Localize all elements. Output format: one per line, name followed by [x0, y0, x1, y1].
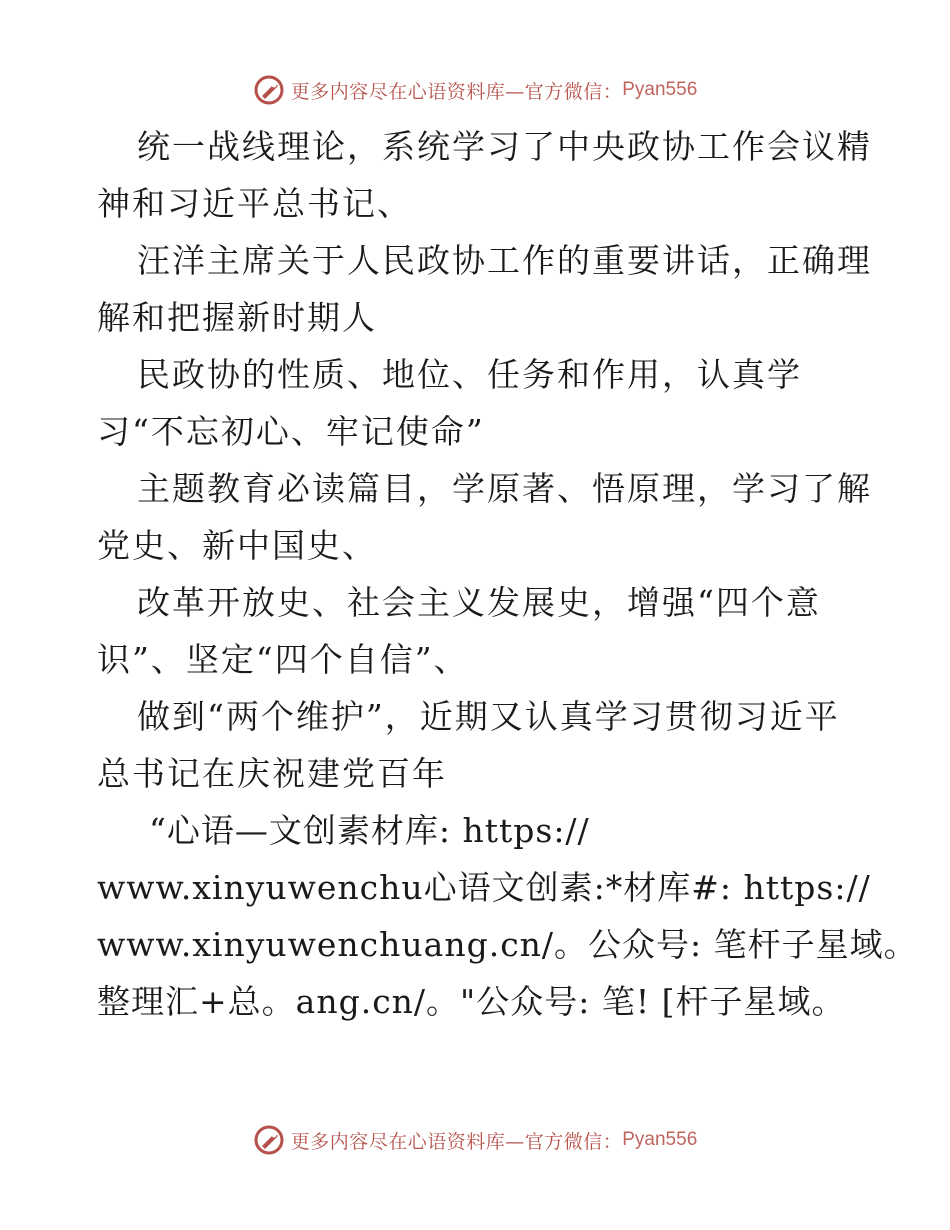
body-line: 主题教育必读篇目，学原著、悟原理，学习了解 — [137, 469, 872, 508]
body-line: www.xinyuwenchu心语文创素:*材库#: https:// — [97, 868, 871, 907]
header-banner-text: 更多内容尽在心语资料库—官方微信： — [290, 80, 623, 103]
pen-logo-icon — [253, 74, 285, 106]
header-wechat-id: Pyan556 — [622, 79, 698, 100]
footer-banner — [0, 1120, 950, 1160]
body-line: www.xinyuwenchuang.cn/。公众号: 笔杆子星域。 — [97, 925, 918, 964]
body-line: 民政协的性质、地位、任务和作用，认真学 — [137, 355, 802, 394]
body-line: 党史、新中国史、 — [97, 526, 377, 565]
body-line: 总书记在庆祝建党百年 — [97, 754, 447, 793]
document-body — [97, 118, 918, 1030]
pen-logo-icon — [253, 1124, 285, 1156]
header-banner — [0, 70, 950, 110]
footer-banner-text: 更多内容尽在心语资料库—官方微信： — [290, 1130, 623, 1153]
body-line: 习“不忘初心、牢记使命” — [97, 412, 485, 451]
body-line: “心语—文创素材库: https:// — [149, 811, 590, 850]
body-line: 识”、坚定“四个自信”、 — [97, 640, 469, 679]
body-line: 解和把握新时期人 — [97, 298, 377, 337]
body-line: 整理汇+总。ang.cn/。"公众号: 笔! [杆子星域。 — [97, 982, 846, 1021]
body-line: 汪洋主席关于人民政协工作的重要讲话，正确理 — [137, 241, 872, 280]
body-line: 做到“两个维护”，近期又认真学习贯彻习近平 — [137, 697, 840, 736]
body-line: 改革开放史、社会主义发展史，增强“四个意 — [137, 583, 821, 622]
footer-wechat-id: Pyan556 — [622, 1129, 698, 1150]
body-line: 统一战线理论，系统学习了中央政协工作会议精 — [137, 127, 872, 166]
body-line: 神和习近平总书记、 — [97, 184, 412, 223]
